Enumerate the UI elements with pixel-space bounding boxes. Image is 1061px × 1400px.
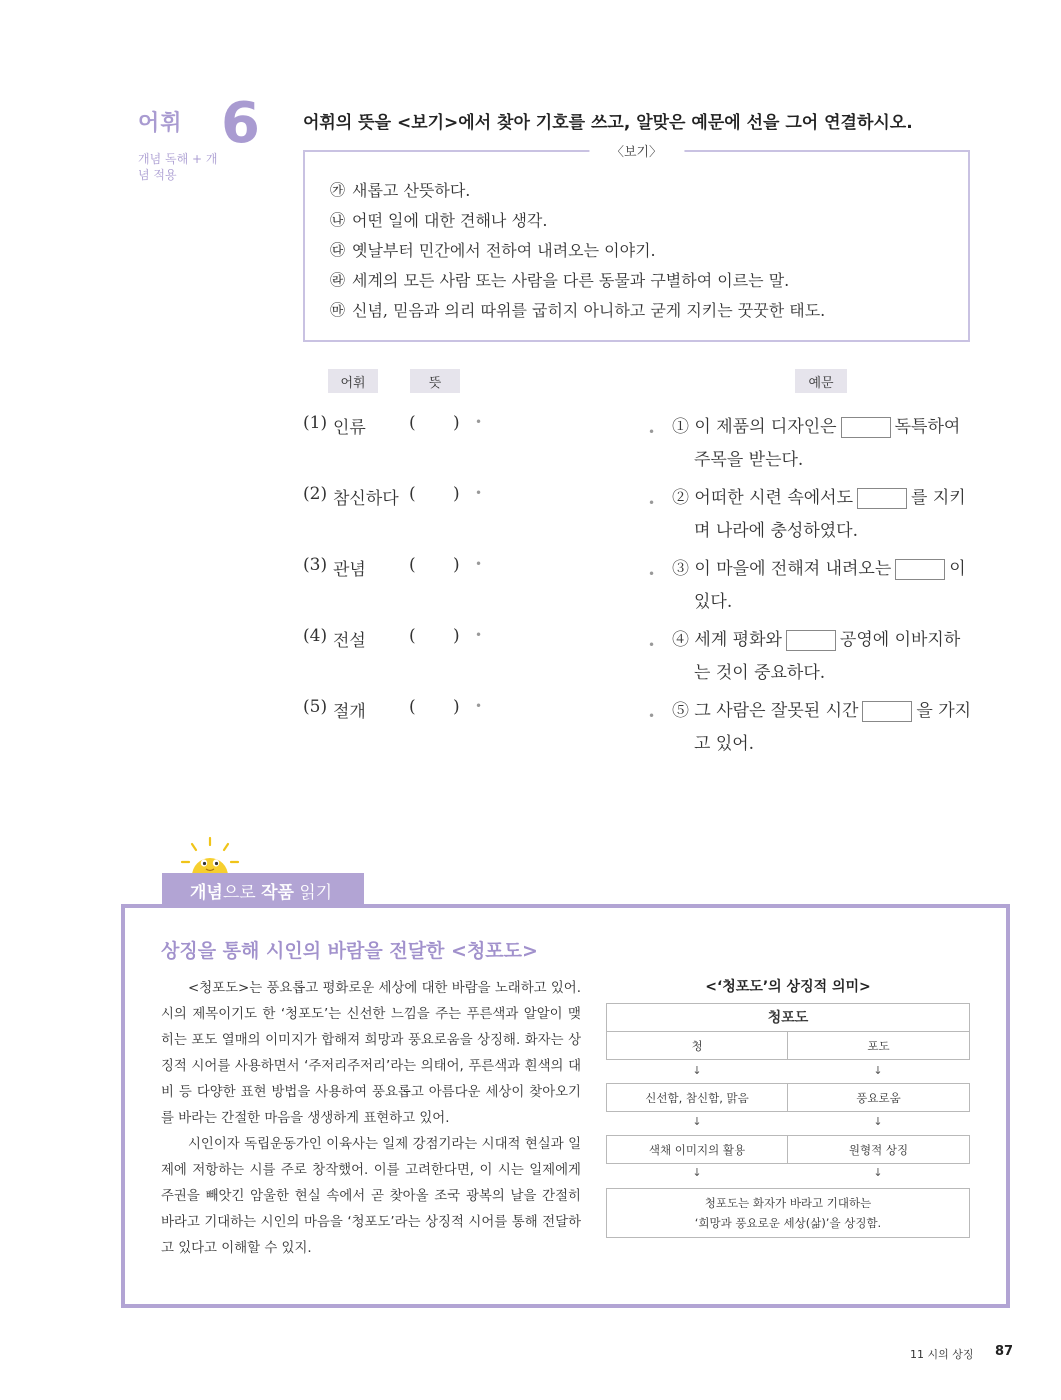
conclusion-line: 청포도는 화자가 바라고 기대하는 bbox=[704, 1196, 872, 1210]
example-after: 을 가지 bbox=[916, 701, 972, 721]
diagram-head: 청포도 bbox=[606, 1003, 970, 1032]
word-number: (4) bbox=[303, 626, 328, 646]
tab-bold-2: 작품 bbox=[261, 882, 294, 903]
example-after: 이 bbox=[949, 559, 966, 579]
down-arrow-icon: ↓ bbox=[692, 1115, 702, 1128]
example-line2: 고 있어. bbox=[694, 734, 755, 754]
example-lead: ① 이 제품의 디자인은 bbox=[672, 417, 837, 437]
match-dot[interactable]: • bbox=[648, 638, 656, 652]
example-after: 공영에 이바지하 bbox=[839, 630, 961, 650]
concept-tab bbox=[162, 873, 364, 907]
category-subtitle: 개념 독해 + 개념 적용 bbox=[138, 152, 218, 182]
bogi-item bbox=[330, 265, 825, 295]
down-arrow-icon: ↓ bbox=[873, 1064, 883, 1077]
down-arrow-icon: ↓ bbox=[692, 1166, 702, 1179]
example-lead: ② 어떠한 시련 속에서도 bbox=[672, 488, 854, 508]
header-meaning: 뜻 bbox=[410, 369, 460, 393]
example-after: 독특하여 bbox=[894, 417, 961, 437]
answer-paren-open[interactable]: ( bbox=[409, 555, 416, 575]
example-line bbox=[672, 624, 960, 657]
bogi-mark: ㉯ bbox=[330, 210, 346, 229]
word-text: 절개 bbox=[333, 702, 366, 722]
down-arrow-icon: ↓ bbox=[873, 1166, 883, 1179]
word-row bbox=[303, 697, 493, 721]
answer-paren-open[interactable]: ( bbox=[409, 626, 416, 646]
diagram-cell: 원형적 상징 bbox=[787, 1135, 970, 1164]
match-dot[interactable]: • bbox=[475, 628, 483, 642]
fill-blank[interactable] bbox=[786, 630, 836, 651]
diagram-cell: 청 bbox=[606, 1031, 788, 1060]
bogi-text: 새롭고 산뜻하다. bbox=[352, 180, 471, 200]
answer-paren-open[interactable]: ( bbox=[409, 484, 416, 504]
example-line bbox=[672, 482, 966, 515]
bogi-text: 어떤 일에 대한 견해나 생각. bbox=[352, 210, 548, 230]
word-row bbox=[303, 555, 493, 579]
bogi-title: 〈보기〉 bbox=[589, 141, 684, 160]
down-arrow-icon: ↓ bbox=[692, 1064, 702, 1077]
answer-paren-close[interactable]: ) bbox=[453, 413, 460, 433]
match-dot[interactable]: • bbox=[475, 699, 483, 713]
match-dot[interactable]: • bbox=[648, 567, 656, 581]
example-line2: 며 나라에 충성하였다. bbox=[694, 521, 859, 541]
word-row bbox=[303, 626, 493, 650]
tab-bold-1: 개념 bbox=[190, 882, 223, 903]
question-number: 6 bbox=[221, 91, 260, 156]
word-text: 참신하다 bbox=[333, 489, 399, 509]
word-row bbox=[303, 484, 493, 508]
fill-blank[interactable] bbox=[841, 417, 891, 438]
section-label bbox=[138, 106, 218, 183]
diagram-cell: 포도 bbox=[787, 1031, 970, 1060]
diagram-cell: 신선함, 참신함, 맑음 bbox=[606, 1083, 788, 1112]
example-line2: 주목을 받는다. bbox=[694, 450, 804, 470]
concept-body bbox=[161, 976, 581, 1262]
diagram-cell: 풍요로움 bbox=[787, 1083, 970, 1112]
bogi-mark: ㉰ bbox=[330, 240, 346, 259]
diagram-title: <‘청포도’의 상징적 의미> bbox=[705, 979, 871, 995]
diagram-cell: 색채 이미지의 활용 bbox=[606, 1135, 788, 1164]
bogi-box bbox=[303, 145, 970, 342]
fill-blank[interactable] bbox=[857, 488, 907, 509]
footer-chapter: 11 시의 상징 bbox=[910, 1348, 974, 1361]
match-dot[interactable]: • bbox=[475, 415, 483, 429]
example-lead: ③ 이 마을에 전해져 내려오는 bbox=[672, 559, 892, 579]
word-text: 인류 bbox=[333, 418, 366, 438]
conclusion-line: ‘희망과 풍요로운 세상(삶)’을 상징함. bbox=[694, 1216, 882, 1230]
example-line bbox=[672, 695, 971, 728]
example-line2: 는 것이 중요하다. bbox=[694, 663, 826, 683]
example-lead: ④ 세계 평화와 bbox=[672, 630, 782, 650]
fill-blank[interactable] bbox=[895, 559, 945, 580]
tab-end: 읽기 bbox=[293, 882, 333, 903]
fill-blank[interactable] bbox=[862, 701, 912, 722]
word-number: (5) bbox=[303, 697, 328, 717]
concept-paragraph: 시인이자 독립운동가인 이육사는 일제 강점기라는 시대적 현실과 일제에 저항하는 시를 주로 창작했어. 이를 고려한다면, 이 시는 일제에게 주권을 빼앗긴 암울한 현실 속에서 곧 찾아올 조국 광복의 날을 간절히 바라고 기대하는 시인의 마음을 ‘청포도’라는 상징적 시어를 통해 전달하고 있다고 이해할 수 있지. bbox=[161, 1137, 581, 1256]
down-arrow-icon: ↓ bbox=[873, 1115, 883, 1128]
answer-paren-close[interactable]: ) bbox=[453, 697, 460, 717]
bogi-item bbox=[330, 295, 825, 325]
example-line bbox=[672, 553, 966, 586]
bogi-mark: ㉱ bbox=[330, 271, 346, 290]
concept-paragraph: <청포도>는 풍요롭고 평화로운 세상에 대한 바람을 노래하고 있어. 시의 제목이기도 한 ‘청포도’는 신선한 느낌을 주는 푸른색과 알알이 맺히는 포도 열매의 이미지가 합해져 희망과 풍요로움을 상징해. 화자는 상징적 시어를 사용하면서 ‘주저리주저리’라는 의태어, 푸른색과 흰색의 대비 등 다양한 표현 방법을 사용하여 풍요롭고 아름다운 세상이 찾아오기를 바라는 간절한 마음을 생생하게 표현하고 있어. bbox=[161, 981, 581, 1126]
answer-paren-close[interactable]: ) bbox=[453, 484, 460, 504]
example-line bbox=[672, 411, 960, 444]
bogi-text: 신념, 믿음과 의리 따위를 굽히지 아니하고 굳게 지키는 꿋꿋한 태도. bbox=[352, 301, 826, 321]
bogi-text: 옛날부터 민간에서 전하여 내려오는 이야기. bbox=[352, 240, 656, 260]
match-dot[interactable]: • bbox=[648, 496, 656, 510]
word-number: (2) bbox=[303, 484, 328, 504]
word-number: (3) bbox=[303, 555, 328, 575]
word-text: 관념 bbox=[333, 560, 366, 580]
bogi-list bbox=[330, 174, 825, 325]
word-number: (1) bbox=[303, 413, 328, 433]
header-word: 어휘 bbox=[328, 369, 378, 393]
answer-paren-close[interactable]: ) bbox=[453, 555, 460, 575]
match-dot[interactable]: • bbox=[475, 486, 483, 500]
page-number: 87 bbox=[995, 1344, 1014, 1359]
bogi-item bbox=[330, 204, 825, 234]
match-dot[interactable]: • bbox=[648, 425, 656, 439]
bogi-item bbox=[330, 174, 825, 204]
example-after: 를 지키 bbox=[911, 488, 966, 508]
bogi-mark: ㉮ bbox=[330, 180, 346, 199]
question-instruction: 어휘의 뜻을 <보기>에서 찾아 기호를 쓰고, 알맞은 예문에 선을 그어 연결하시오. bbox=[303, 113, 913, 133]
match-dot[interactable]: • bbox=[475, 557, 483, 571]
word-row bbox=[303, 413, 493, 437]
bogi-text: 세계의 모든 사람 또는 사람을 다른 동물과 구별하여 이르는 말. bbox=[352, 271, 790, 291]
answer-paren-open[interactable]: ( bbox=[409, 413, 416, 433]
header-example: 예문 bbox=[795, 369, 847, 393]
example-lead: ⑤ 그 사람은 잘못된 시간 bbox=[672, 701, 859, 721]
example-line2: 있다. bbox=[694, 592, 733, 612]
sun-mascot-icon bbox=[178, 836, 242, 878]
category-title: 어휘 bbox=[138, 111, 183, 136]
word-text: 전설 bbox=[333, 631, 366, 651]
bogi-mark: ㉲ bbox=[330, 301, 346, 320]
diagram-conclusion bbox=[606, 1188, 970, 1238]
tab-mid: 으로 bbox=[222, 882, 262, 903]
match-dot[interactable]: • bbox=[648, 709, 656, 723]
answer-paren-close[interactable]: ) bbox=[453, 626, 460, 646]
concept-title: 상징을 통해 시인의 바람을 전달한 <청포도> bbox=[161, 940, 538, 962]
answer-paren-open[interactable]: ( bbox=[409, 697, 416, 717]
bogi-item bbox=[330, 234, 825, 264]
